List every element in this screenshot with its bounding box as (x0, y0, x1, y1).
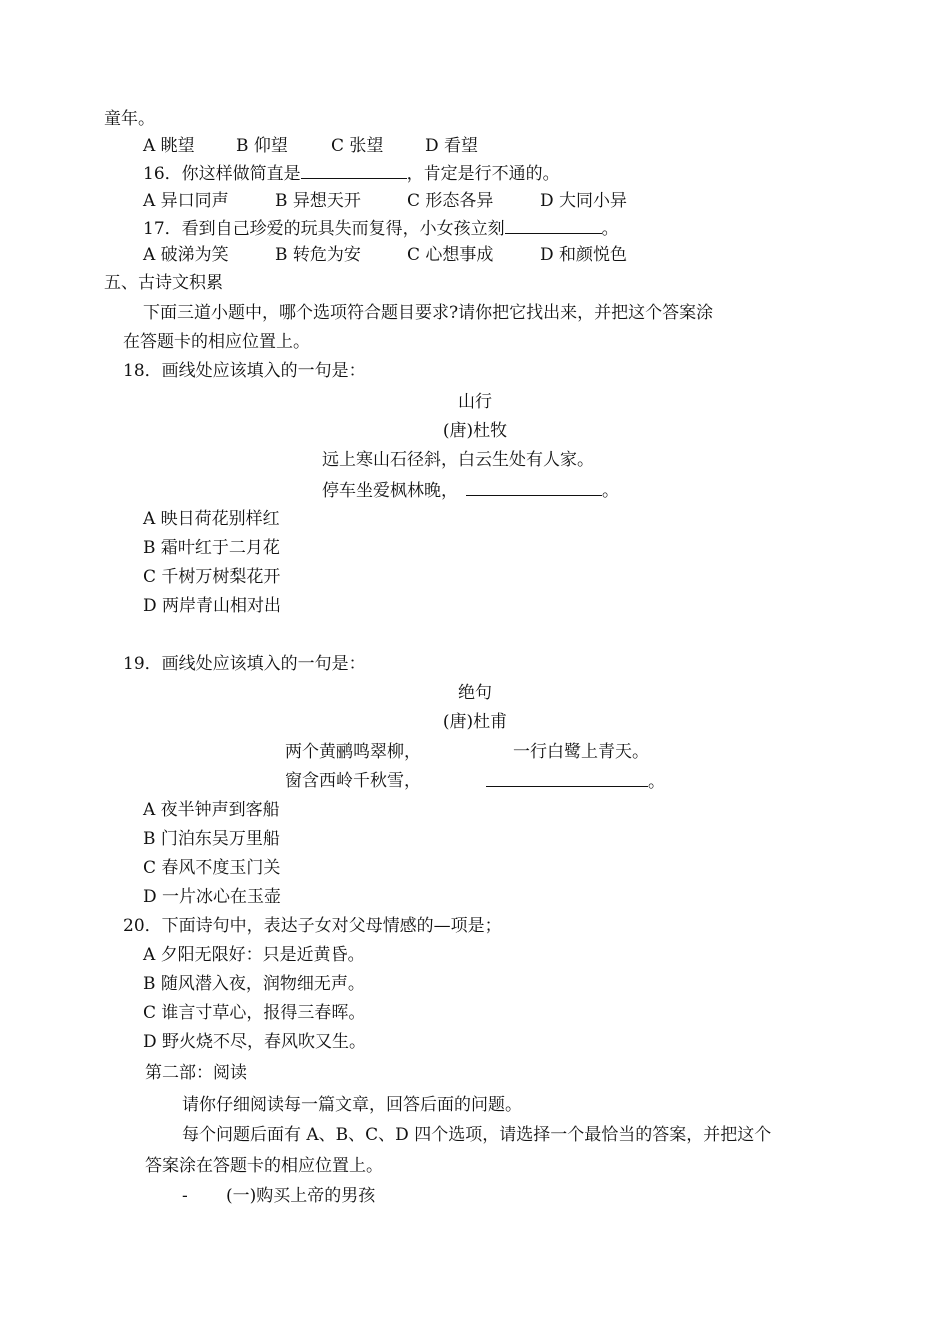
q18-option-c: C 千树万树梨花开 (143, 567, 281, 587)
q19-line2-end: 。 (648, 772, 665, 792)
q20-option-c: C 谁言寸草心，报得三春晖。 (143, 1003, 366, 1023)
part2-title: 第二部：阅读 (145, 1063, 247, 1083)
part2-intro-line3: 答案涂在答题卡的相应位置上。 (145, 1156, 383, 1176)
q17-option-b: B 转危为安 (275, 245, 361, 265)
q18-option-d: D 两岸青山相对出 (143, 596, 282, 616)
q15-option-b: B 仰望 (236, 136, 288, 156)
q17-option-a: A 破涕为笑 (143, 245, 229, 265)
q17-blank (505, 217, 602, 234)
q16-question (143, 162, 560, 185)
q15-option-d: D 看望 (425, 136, 479, 156)
article-title: (一)购买上帝的男孩 (226, 1186, 376, 1206)
q18-blank (466, 479, 602, 496)
q16-blank (301, 162, 407, 179)
section5-intro-line1: 下面三道小题中，哪个选项符合题目要求?请你把它找出来，并把这个答案涂 (143, 303, 714, 323)
q16-option-d: D 大同小异 (540, 191, 628, 211)
q17-options (143, 244, 627, 266)
q19-poem-line2-b (486, 770, 665, 793)
q19-option-a: A 夜半钟声到客船 (143, 800, 280, 820)
section5-intro-line2: 在答题卡的相应位置上。 (123, 332, 310, 352)
q18-poem-title: 山行 (458, 392, 492, 412)
q18-prompt: 18．画线处应该填入的一句是： (123, 361, 366, 381)
q19-prompt: 19．画线处应该填入的一句是： (123, 654, 366, 674)
q19-option-b: B 门泊东吴万里船 (143, 829, 280, 849)
part2-intro-line1: 请你仔细阅读每一篇文章，回答后面的问题。 (182, 1095, 522, 1115)
q18-option-b: B 霜叶红于二月花 (143, 538, 280, 558)
q20-prompt: 20．下面诗句中，表达子女对父母情感的—项是； (123, 916, 502, 936)
q20-option-b: B 随风潜入夜，润物细无声。 (143, 974, 365, 994)
section5-title: 五、古诗文积累 (104, 273, 223, 293)
q18-poem-line2 (322, 479, 619, 502)
q18-poem-line1: 远上寒山石径斜，白云生处有人家。 (322, 450, 594, 470)
q17-text-before: 17．看到自己珍爱的玩具失而复得，小女孩立刻 (143, 219, 505, 239)
q17-question (143, 217, 619, 240)
q19-poem-title: 绝句 (458, 683, 492, 703)
q17-text-after: 。 (601, 219, 619, 239)
q16-option-c: C 形态各异 (407, 191, 494, 211)
q17-option-d: D 和颜悦色 (540, 245, 628, 265)
q16-text-before: 16．你这样做简直是 (143, 164, 301, 184)
q20-option-a: A 夕阳无限好：只是近黄昏。 (143, 945, 365, 965)
q16-option-a: A 异口同声 (143, 191, 229, 211)
q15-options (143, 135, 478, 157)
q19-option-d: D 一片冰心在玉壶 (143, 887, 282, 907)
q18-line2-end: 。 (602, 481, 619, 501)
q19-poem-line2-a: 窗含西岭千秋雪， (285, 771, 421, 791)
q15-option-c: C 张望 (331, 136, 384, 156)
q16-option-b: B 异想天开 (275, 191, 361, 211)
q20-option-d: D 野火烧不尽，春风吹又生。 (143, 1032, 367, 1052)
q19-poem-line1-a: 两个黄鹂鸣翠柳， (285, 742, 421, 762)
q15-option-a: A 眺望 (143, 136, 195, 156)
q19-poem-author: (唐)杜甫 (442, 712, 508, 732)
article-dash: - (182, 1186, 188, 1206)
q18-option-a: A 映日荷花别样红 (143, 509, 280, 529)
q19-poem-line1-b: 一行白鹭上青天。 (513, 742, 649, 762)
q16-text-after: ，肯定是行不通的。 (406, 164, 560, 184)
q19-option-c: C 春风不度玉门关 (143, 858, 281, 878)
q16-options (143, 190, 627, 212)
q17-option-c: C 心想事成 (407, 245, 494, 265)
q18-poem-author: (唐)杜牧 (442, 421, 508, 441)
top-fragment: 童年。 (104, 109, 155, 129)
q18-line2-text: 停车坐爱枫林晚， (322, 481, 458, 501)
part2-intro-line2: 每个问题后面有 A、B、C、D 四个选项，请选择一个最恰当的答案，并把这个 (182, 1125, 772, 1145)
q19-blank (486, 770, 648, 787)
